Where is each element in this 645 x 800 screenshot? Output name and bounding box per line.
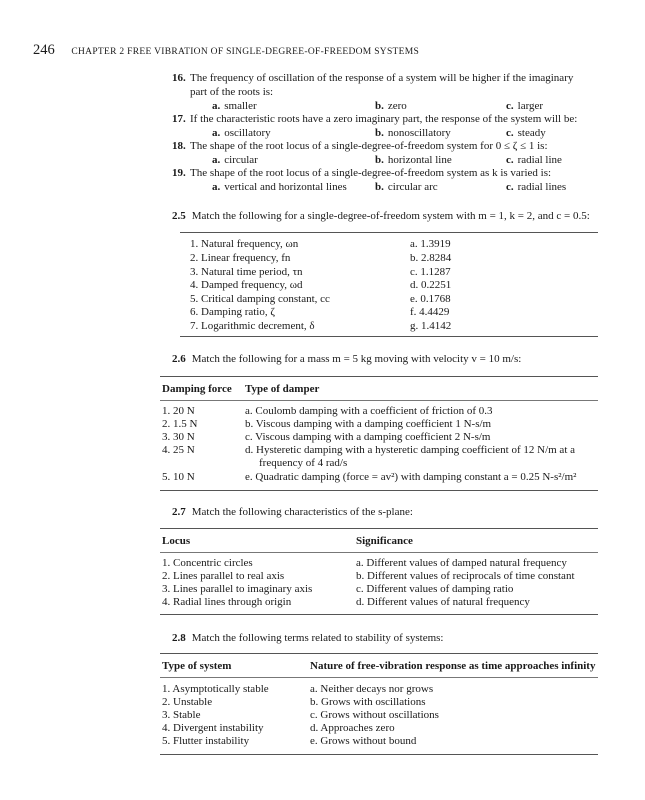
left-item: 4. 25 N [162, 444, 195, 456]
left-item: 4. Damped frequency, ωd [190, 279, 303, 291]
table-rule [160, 614, 598, 615]
left-item: 2. Linear frequency, fn [190, 252, 291, 264]
option-b: b. zero [375, 100, 407, 112]
question-text-cont: part of the roots is: [190, 85, 274, 98]
left-item: 3. Lines parallel to imaginary axis [162, 583, 313, 595]
right-item: e. 0.1768 [410, 293, 451, 305]
right-item: c. Viscous damping with a damping coefficient 2 N-s/m [245, 431, 491, 443]
left-item: 3. Stable [162, 709, 201, 721]
right-item: c. Different values of damping ratio [356, 583, 514, 595]
option-a: a. oscillatory [212, 127, 271, 139]
right-item: b. Grows with oscillations [310, 696, 426, 708]
right-item: d. Different values of natural frequency [356, 596, 530, 608]
left-item: 4. Divergent instability [162, 722, 264, 734]
question-text: If the characteristic roots have a zero imaginary part, the response of the system will be: [190, 113, 578, 125]
left-item: 6. Damping ratio, ζ [190, 306, 275, 318]
column-header: Significance [356, 535, 413, 547]
problem-2-8: 2.8 Match the following terms related to stability of systems: [172, 632, 444, 644]
column-header: Nature of free-vibration response as time approaches infinity [310, 660, 596, 672]
left-item: 1. Concentric circles [162, 557, 253, 569]
left-item: 1. Asymptotically stable [162, 683, 269, 695]
column-header: Type of damper [245, 383, 320, 395]
option-c: c. radial line [506, 154, 562, 166]
column-header: Type of system [162, 660, 232, 672]
left-item: 2. Unstable [162, 696, 213, 708]
left-item: 1. Natural frequency, ωn [190, 238, 299, 250]
option-b: b. nonoscillatory [375, 127, 451, 139]
option-c: c. larger [506, 100, 544, 112]
left-item: 2. 1.5 N [162, 418, 198, 430]
left-item: 5. 10 N [162, 471, 195, 483]
column-header: Damping force [162, 383, 232, 395]
option-a: a. vertical and horizontal lines [212, 181, 347, 193]
question-16: 16. The frequency of oscillation of the response of a system will be higher if the imaginary part of the roots is: [172, 72, 574, 98]
right-item: c. 1.1287 [410, 266, 451, 278]
table-rule [160, 653, 598, 654]
column-header: Locus [162, 535, 191, 547]
table-rule [160, 376, 598, 377]
right-item: b. Different values of reciprocals of time constant [356, 570, 575, 582]
table-rule [160, 528, 598, 529]
question-text: The shape of the root locus of a single-degree-of-freedom system for 0 ≤ ζ ≤ 1 is: [190, 140, 548, 152]
left-item: 3. 30 N [162, 431, 195, 443]
option-c: c. steady [506, 127, 546, 139]
question-text: The shape of the root locus of a single-degree-of-freedom system as k is varied is: [190, 167, 552, 179]
problem-2-7: 2.7 Match the following characteristics of the s-plane: [172, 506, 413, 518]
table-rule [160, 677, 598, 678]
question-19: 19. The shape of the root locus of a single-degree-of-freedom system as k is varied is: [172, 167, 552, 179]
question-17: 17. If the characteristic roots have a zero imaginary part, the response of the system will be: [172, 113, 578, 125]
right-item: e. Grows without bound [310, 735, 417, 747]
table-rule [180, 336, 598, 337]
right-item: d. Approaches zero [310, 722, 395, 734]
right-item: c. Grows without oscillations [310, 709, 439, 721]
left-item: 5. Critical damping constant, cc [190, 293, 330, 305]
right-item: b. 2.8284 [410, 252, 452, 264]
left-item: 7. Logarithmic decrement, δ [190, 320, 315, 332]
left-item: 3. Natural time period, τn [190, 266, 303, 278]
right-item: a. Coulomb damping with a coefficient of friction of 0.3 [245, 405, 493, 417]
page-header [33, 42, 419, 59]
right-item: d. 0.2251 [410, 279, 452, 291]
problem-2-5: 2.5 Match the following for a single-degree-of-freedom system with m = 1, k = 2, and c = 0.5: [172, 210, 590, 222]
problem-2-6: 2.6 Match the following for a mass m = 5 kg moving with velocity v = 10 m/s: [172, 353, 522, 365]
right-item: a. Neither decays nor grows [310, 683, 434, 695]
left-item: 5. Flutter instability [162, 735, 250, 747]
table-rule [160, 552, 598, 553]
left-item: 1. 20 N [162, 405, 195, 417]
right-item: a. Different values of damped natural frequency [356, 557, 567, 569]
option-b: b. horizontal line [375, 154, 452, 166]
table-rule [160, 400, 598, 401]
option-b: b. circular arc [375, 181, 438, 193]
right-item: a. 1.3919 [410, 238, 451, 250]
table-rule [160, 754, 598, 755]
left-item: 4. Radial lines through origin [162, 596, 292, 608]
question-text: The frequency of oscillation of the response of a system will be higher if the imaginary [190, 72, 574, 84]
left-item: 2. Lines parallel to real axis [162, 570, 285, 582]
right-item: e. Quadratic damping (force = av²) with damping constant a = 0.25 N-s²/m² [245, 471, 577, 483]
table-rule [180, 232, 598, 233]
right-item: b. Viscous damping with a damping coefficient 1 N-s/m [245, 418, 492, 430]
option-a: a. smaller [212, 100, 257, 112]
right-item: g. 1.4142 [410, 320, 452, 332]
right-item-cont: frequency of 4 rad/s [259, 457, 348, 469]
option-c: c. radial lines [506, 181, 567, 193]
right-item: d. Hysteretic damping with a hysteretic damping coefficient of 12 N/m at a [245, 444, 576, 456]
option-a: a. circular [212, 154, 258, 166]
chapter-title: CHAPTER 2 FREE VIBRATION OF SINGLE-DEGREE-OF-FREEDOM SYSTEMS [71, 47, 420, 57]
table-rule [160, 490, 598, 491]
right-item: f. 4.4429 [410, 306, 450, 318]
question-18: 18. The shape of the root locus of a single-degree-of-freedom system for 0 ≤ ζ ≤ 1 is: [172, 140, 548, 152]
page-number: 246 [33, 42, 55, 58]
